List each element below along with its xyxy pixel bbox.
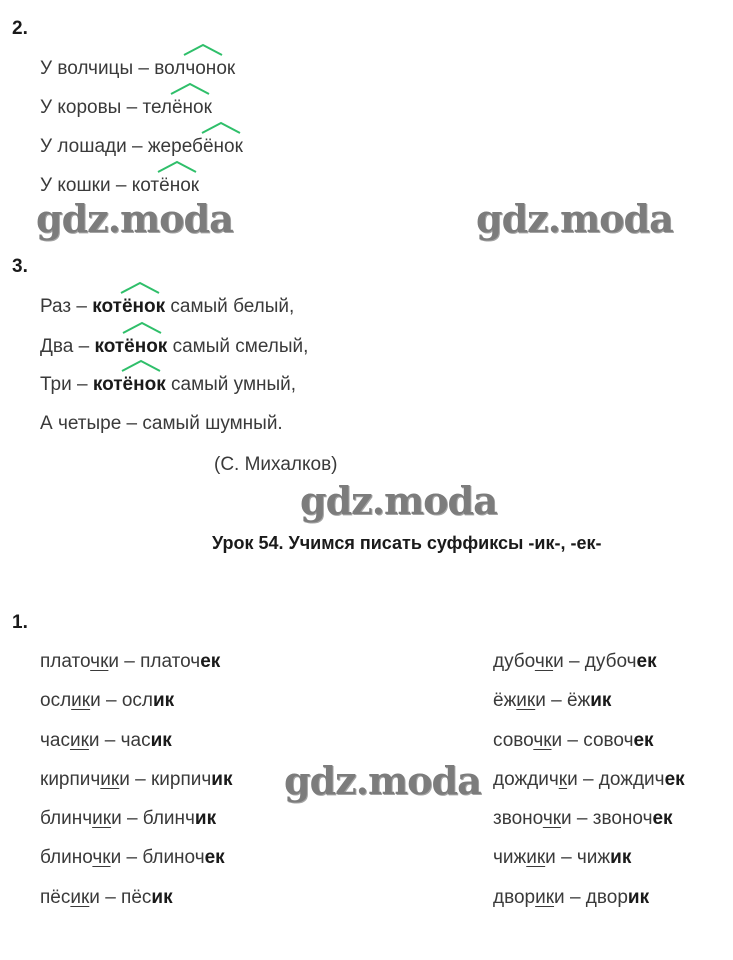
suffix-arc-icon	[183, 44, 223, 56]
line-text: самый смелый,	[167, 336, 309, 357]
suffix-text: ён	[124, 336, 147, 357]
ending-text: ок	[216, 58, 236, 79]
lesson-title: Урок 54. Учимся писать суффиксы -ик-, -ек-	[212, 533, 602, 553]
suffix-text: ён	[121, 296, 144, 317]
task2-line	[40, 58, 235, 80]
word-pair: совочки – совочек	[493, 730, 654, 751]
suffix-arc-icon	[201, 122, 241, 134]
suffix-word	[203, 136, 224, 158]
suffix-word	[185, 58, 216, 80]
suffix-word	[172, 97, 193, 119]
suffix-text: ён	[122, 374, 145, 395]
word-pair: чижики – чижик	[493, 847, 632, 868]
line-text: У лошади – жереб	[40, 136, 203, 157]
word-pair: кирпичики – кирпичик	[40, 769, 233, 790]
task2-line	[40, 97, 212, 119]
suffix-arc-icon	[170, 83, 210, 95]
ending-text: ок	[224, 136, 243, 157]
word-pair: дубочки – дубочек	[493, 651, 657, 672]
task-number: 2.	[12, 18, 28, 39]
bold-text: кот	[92, 296, 122, 317]
poem-line	[40, 336, 308, 358]
line-text: У кошки – кот	[40, 175, 160, 196]
line-text: Три –	[40, 374, 93, 395]
line-text: У волчицы – вол	[40, 58, 186, 79]
bold-text: ок	[146, 336, 168, 357]
bold-text: ок	[143, 296, 166, 317]
word-pair: блинчики – блинчик	[40, 808, 217, 829]
suffix-word	[122, 296, 144, 318]
word-pair: дворики – дворик	[493, 887, 650, 908]
suffix-arc-icon	[122, 322, 162, 334]
task-number: 1.	[12, 612, 28, 633]
suffix-text: ён	[171, 97, 194, 118]
word-pair: ослики – ослик	[40, 690, 175, 711]
line-text: Раз –	[40, 296, 93, 317]
word-pair: звоночки – звоночек	[493, 808, 673, 829]
line-text: самый умный,	[165, 374, 297, 395]
word-pair: пёсики – пёсик	[40, 887, 173, 908]
suffix-text: чон	[185, 58, 217, 79]
ending-text: ок	[193, 97, 212, 118]
word-pair: ёжики – ёжик	[493, 690, 612, 711]
watermark: gdz.moda	[476, 196, 673, 241]
word-pair: часики – часик	[40, 730, 172, 751]
suffix-arc-icon	[120, 282, 160, 294]
suffix-word	[123, 374, 145, 396]
poem-line	[40, 296, 294, 318]
watermark: gdz.moda	[300, 478, 497, 523]
bold-text: кот	[94, 336, 125, 357]
task2-line	[40, 175, 199, 197]
line-text: Два –	[40, 336, 95, 357]
bold-text: ок	[144, 374, 166, 395]
line-text: У коровы – тел	[40, 97, 172, 118]
word-pair: дождички – дождичек	[493, 769, 685, 790]
task2-line	[40, 136, 243, 158]
suffix-arc-icon	[157, 161, 197, 173]
line-text: самый белый,	[165, 296, 295, 317]
bold-text: кот	[92, 374, 123, 395]
watermark: gdz.moda	[284, 758, 481, 803]
suffix-text: ён	[202, 136, 224, 157]
ending-text: ок	[180, 175, 200, 196]
task-number: 3.	[12, 256, 28, 277]
poem-line: А четыре – самый шумный.	[40, 413, 283, 434]
poem-author: (С. Михалков)	[214, 454, 338, 475]
word-pair: блиночки – блиночек	[40, 847, 225, 868]
suffix-word	[159, 175, 180, 197]
word-pair: платочки – платочек	[40, 651, 221, 672]
suffix-arc-icon	[121, 360, 161, 372]
suffix-word	[124, 336, 146, 358]
suffix-text: ён	[159, 175, 181, 196]
watermark: gdz.moda	[36, 196, 233, 241]
poem-line	[40, 374, 296, 396]
